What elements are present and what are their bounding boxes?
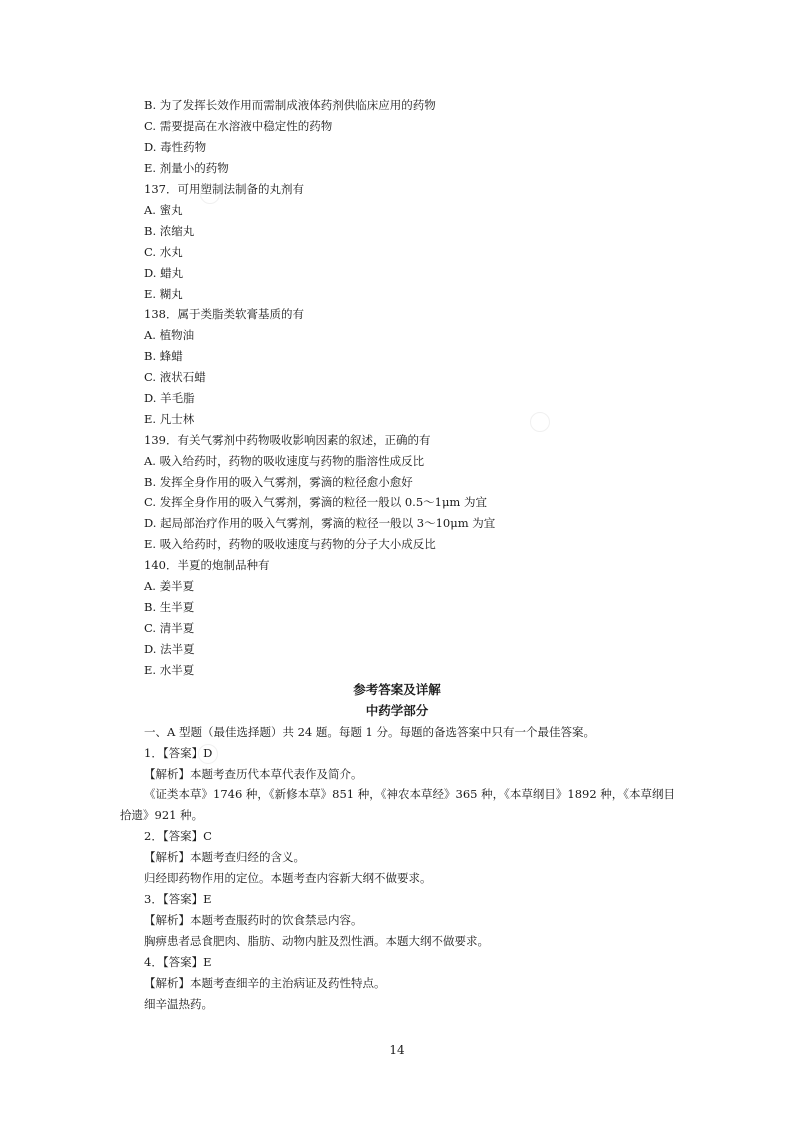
answer-4-detail: 细辛温热药。 <box>144 997 213 1011</box>
page-number: 14 <box>389 1043 405 1057</box>
answers-heading: 参考答案及详解 <box>353 682 441 697</box>
question-138-option-c: C. 液状石蜡 <box>144 370 206 384</box>
question-140-option-d: D. 法半夏 <box>144 642 195 656</box>
section-heading: 中药学部分 <box>365 703 429 718</box>
question-138-option-d: D. 羊毛脂 <box>144 391 195 405</box>
question-139-option-d: D. 起局部治疗作用的吸入气雾剂，雾滴的粒径一般以 3～10μm 为宜 <box>144 516 496 530</box>
question-140-option-c: C. 清半夏 <box>144 621 195 635</box>
question-140-option-a: A. 姜半夏 <box>144 579 195 593</box>
question-139-option-c: C. 发挥全身作用的吸入气雾剂，雾滴的粒径一般以 0.5～1μm 为宜 <box>144 495 487 509</box>
question-137-stem: 137．可用塑制法制备的丸剂有 <box>144 182 304 196</box>
question-139-option-b: B. 发挥全身作用的吸入气雾剂，雾滴的粒径愈小愈好 <box>144 475 413 489</box>
question-140-option-e: E. 水半夏 <box>144 663 195 677</box>
question-137-option-b: B. 浓缩丸 <box>144 224 195 238</box>
question-line-c-stability: C. 需要提高在水溶液中稳定性的药物 <box>144 119 333 133</box>
question-137-option-e: E. 糊丸 <box>144 287 183 301</box>
answer-3-detail: 胸痹患者忌食肥肉、脂肪、动物内脏及烈性酒。本题大纲不做要求。 <box>144 934 489 948</box>
question-140-option-b: B. 生半夏 <box>144 600 195 614</box>
answer-3-analysis: 【解析】本题考查服药时的饮食禁忌内容。 <box>144 913 363 927</box>
question-139-stem: 139．有关气雾剂中药物吸收影响因素的叙述，正确的有 <box>144 433 431 447</box>
answer-1-detail: 《证类本草》1746 种，《新修本草》851 种，《神农本草经》365 种，《本草纲目》1892 种，《本草纲目 <box>144 787 676 801</box>
answer-1-detail-continuation: 拾遗》921 种。 <box>120 808 204 822</box>
question-138-stem: 138．属于类脂类软膏基质的有 <box>144 307 304 321</box>
question-139-option-e: E. 吸入给药时，药物的吸收速度与药物的分子大小成反比 <box>144 537 436 551</box>
question-140-stem: 140．半夏的炮制品种有 <box>144 558 270 572</box>
answer-1-key: 1．【答案】D <box>144 746 213 760</box>
question-line-e-small-dose: E. 剂量小的药物 <box>144 161 229 175</box>
answer-4-key: 4．【答案】E <box>144 955 212 969</box>
answer-2-analysis: 【解析】本题考查归经的含义。 <box>144 850 305 864</box>
question-139-option-a: A. 吸入给药时，药物的吸收速度与药物的脂溶性成反比 <box>144 454 425 468</box>
question-137-option-a: A. 蜜丸 <box>144 203 183 217</box>
answer-section-intro: 一、A 型题（最佳选择题）共 24 题。每题 1 分。每题的备选答案中只有一个最佳答案。 <box>144 725 596 739</box>
question-138-option-e: E. 凡士林 <box>144 412 195 426</box>
answer-4-analysis: 【解析】本题考查细辛的主治病证及药性特点。 <box>144 976 386 990</box>
question-line-b-liquid: B. 为了发挥长效作用而需制成液体药剂供临床应用的药物 <box>144 98 436 112</box>
question-138-option-b: B. 蜂蜡 <box>144 349 183 363</box>
answer-1-analysis: 【解析】本题考查历代本草代表作及简介。 <box>144 767 363 781</box>
question-137-option-c: C. 水丸 <box>144 245 183 259</box>
answer-2-key: 2．【答案】C <box>144 829 212 843</box>
answer-2-detail: 归经即药物作用的定位。本题考查内容新大纲不做要求。 <box>144 871 432 885</box>
watermark-mark <box>200 184 220 204</box>
watermark-mark <box>198 744 218 764</box>
question-137-option-d: D. 蜡丸 <box>144 266 184 280</box>
question-138-option-a: A. 植物油 <box>144 328 195 342</box>
question-line-d-toxic: D. 毒性药物 <box>144 140 207 154</box>
answer-3-key: 3．【答案】E <box>144 892 212 906</box>
watermark-mark <box>530 412 550 432</box>
